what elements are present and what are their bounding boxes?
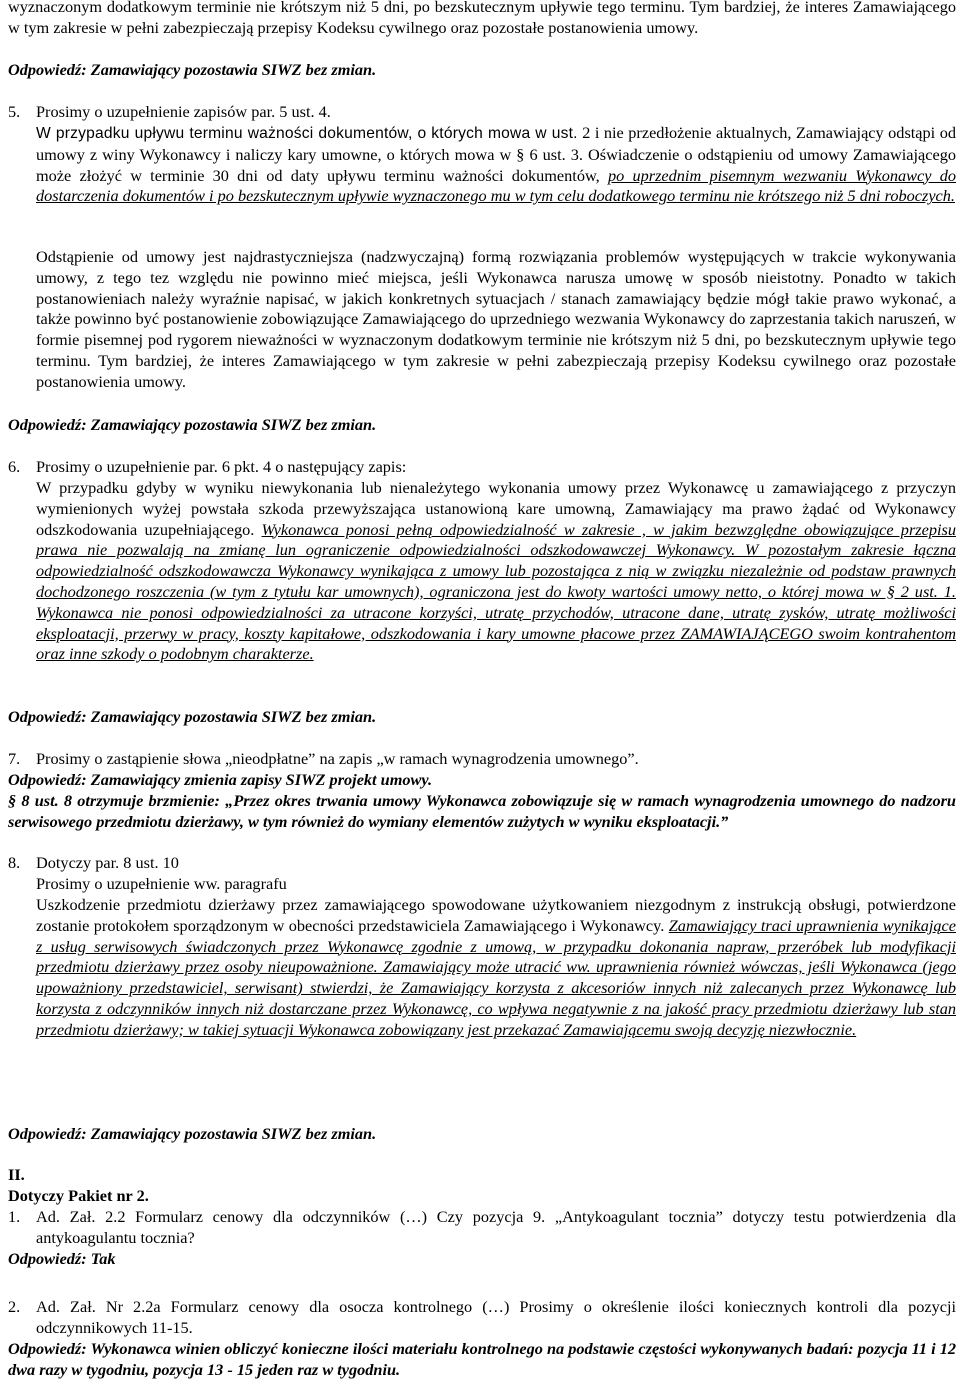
- q5-number: 5.: [8, 102, 21, 121]
- q5-title: Prosimy o uzupełnienie zapisów par. 5 ust. 4.: [36, 102, 331, 121]
- answer-intro: Odpowiedź: Zamawiający pozostawia SIWZ bez zmian.: [8, 60, 377, 79]
- q5-body-a: 2 i nie przedłożenie aktualnych, Zamawiający odstąpi od umowy z winy Wykonawcy i naliczy kary umowne, o których mowa w § 6 ust. 3. Oświadczenie o odstąpieniu od umowy Zamawiającego może złożyć w terminie 30 dni od daty upływu terminu ważności dokumentów,: [36, 123, 956, 185]
- q6-body: [36, 478, 956, 665]
- s2-item1-answer: Odpowiedź: Tak: [8, 1249, 116, 1268]
- intro-paragraph: wyznaczonym dodatkowym terminie nie krótszym niż 5 dni, po bezskutecznym upływie tego terminu. Tym bardziej, że interes Zamawiającego w tym zakresie w pełni zabezpieczają przepisy Kodeksu cywilnego oraz pozostałe postanowienia umowy.: [8, 0, 956, 37]
- s2-item2-answer: Odpowiedź: Wykonawca winien obliczyć konieczne ilości materiału kontrolnego na podstawie częstości wykonywanych badań: pozycja 11 i 12 dwa razy w tygodniu, pozycja 13 - 15 jeden raz w tygodniu.: [8, 1339, 956, 1379]
- q6-underlined: Wykonawca ponosi pełną odpowiedzialność w zakresie , w jakim bezwzględne obowiązujące przepisu prawa nie pozwalają na zmianę lun ograniczenie odpowiedzialności odszkodowawczej Wykonawcy. W pozostałym zakresie łączna odpowiedzialność odszkodowawcza Wykonawcy wynikająca z umowy lub pozostająca z nią w związku niezależnie od podstaw prawnych dochodzonego roszczenia (w tym z tytułu kar umownych), ograniczona jest do kwoty wartości umowy netto, o której mowa w § 2 ust. 1. Wykonawca nie ponosi odpowiedzialności za utracone korzyści, utratę przychodów, utracone dane, utratę zysków, utratę możliwości eksploatacji, przerwy w pracy, koszty kapitałowe, odszkodowania i kary umowne płacowe przez ZAMAWIAJĄCEGO swoim kontrahentom oraz inne szkody o podobnym charakterze.: [36, 519, 956, 664]
- q5-sans-line: W przypadku upływu terminu ważności dokumentów, o których mowa w ust.: [36, 125, 578, 142]
- q5-body-b: Odstąpienie od umowy jest najdrastyczniejsza (nadzwyczajną) formą rozwiązania problemów występujących w trakcie wykonywania umowy, z tego tez względu nie powinno mieć miejsca, jeśli Wykonawca narusza umowę w sposób nieistotny. Ponadto w takich postanowieniach należy wyraźnie napisać, w jakich konkretnych sytuacjach / stanach zamawiający będzie mógł takie prawo wykonać, a także powinno być postanowienie zobowiązujące Zamawiającego do uprzedniego wezwania Wykonawcy do zaprzestania takich naruszeń, w formie pisemnej pod rygorem nieważności w wyznaczonym dodatkowym terminie nie krótszym niż 5 dni, po bezskutecznym upływie tego terminu. Tym bardziej, że interes Zamawiającego w tym zakresie w pełni zabezpieczają przepisy Kodeksu cywilnego oraz pozostałe postanowienia umowy.: [36, 247, 956, 391]
- answer-q7: Odpowiedź: Zamawiający zmienia zapisy SIWZ projekt umowy.: [8, 770, 433, 789]
- q7-number: 7.: [8, 749, 21, 768]
- q7-change: § 8 ust. 8 otrzymuje brzmienie: „Przez okres trwania umowy Wykonawca zobowiązuje się w ramach wynagrodzenia umownego do nadzoru serwisowego przedmiotu dzierżawy, w tym również do wymiany elementów zużytych w wyniku eksploatacji.”: [8, 791, 956, 831]
- s2-item1-text: Ad. Zał. 2.2 Formularz cenowy dla odczynników (…) Czy pozycja 9. „Antykoagulant tocznia” dotyczy testu potwierdzenia dla antykoagulantu tocznia?: [36, 1207, 956, 1247]
- section-roman: II.: [8, 1165, 25, 1184]
- answer-q8: Odpowiedź: Zamawiający pozostawia SIWZ bez zmian.: [8, 1124, 377, 1143]
- q8-body-text: Uszkodzenie przedmiotu dzierżawy przez zamawiającego spowodowane użytkowaniem niezgodnym z instrukcją obsługi, potwierdzone zostanie protokołem sporządzonym w obecności przedstawiciela Zamawiającego i Wykonawcy.: [36, 895, 956, 935]
- answer-q5: Odpowiedź: Zamawiający pozostawia SIWZ bez zmian.: [8, 415, 377, 434]
- q6-number: 6.: [8, 457, 21, 476]
- q7-title: Prosimy o zastąpienie słowa „nieodpłatne” na zapis „w ramach wynagrodzenia umownego”.: [36, 749, 639, 768]
- q8-title: Dotyczy par. 8 ust. 10: [36, 853, 179, 872]
- q6-body-text: W przypadku gdyby w wyniku niewykonania lub nienależytego wykonania umowy przez Wykonawcę u zamawiającego z przyczyn wymienionych wyżej powstała szkoda przewyższająca ustanowioną kare umowną, Zamawiający ma prawo żądać od Wykonawcy odszkodowania uzupełniającego.: [36, 478, 956, 539]
- q8-number: 8.: [8, 853, 21, 872]
- section-heading: Dotyczy Pakiet nr 2.: [8, 1186, 149, 1205]
- q5-underlined: po uprzednim pisemnym wezwaniu Wykonawcy do dostarczenia dokumentów i po bezskutecznym upływie wyznaczonego mu w tym celu dodatkowego terminu nie krótszego niż 5 dni roboczych.: [36, 165, 956, 206]
- q6-title: Prosimy o uzupełnienie par. 6 pkt. 4 o następujący zapis:: [36, 457, 407, 476]
- answer-q6: Odpowiedź: Zamawiający pozostawia SIWZ bez zmian.: [8, 707, 377, 726]
- q8-underlined: Zamawiający traci uprawnienia wynikające z usług serwisowych świadczonych przez Wykonawcę zgodnie z umową, w przypadku dokonania napraw, przeróbek lub modyfikacji przedmiotu dzierżawy przez osoby nieupoważnione. Zamawiający może utracić ww. uprawnienia również wówczas, jeśli Wykonawca (jego upoważniony przedstawiciel, serwisant) stwierdzi, że Zamawiający korzysta z akcesoriów innych niż zalecanych przez Wykonawcę lub korzysta z odczynników innych niż dostarczane przez Wykonawcę, co wpływa negatywnie z na jakość pracy przedmiotu dzierżawy lub stan przedmiotu dzierżawy; w takiej sytuacji Wykonawca zobowiązany jest przekazać Zamawiającemu swoją decyzję niezwłocznie.: [36, 915, 957, 1039]
- s2-item2-number: 2.: [8, 1297, 21, 1316]
- q8-subtitle: Prosimy o uzupełnienie ww. paragrafu: [36, 874, 287, 893]
- q5-body: [36, 123, 956, 207]
- s2-item1-number: 1.: [8, 1207, 21, 1226]
- s2-item2-text: Ad. Zał. Nr 2.2a Formularz cenowy dla osocza kontrolnego (…) Prosimy o określenie ilości koniecznych kontroli dla pozycji odczynnikowych 11-15.: [36, 1297, 956, 1337]
- q8-body: [36, 895, 956, 1041]
